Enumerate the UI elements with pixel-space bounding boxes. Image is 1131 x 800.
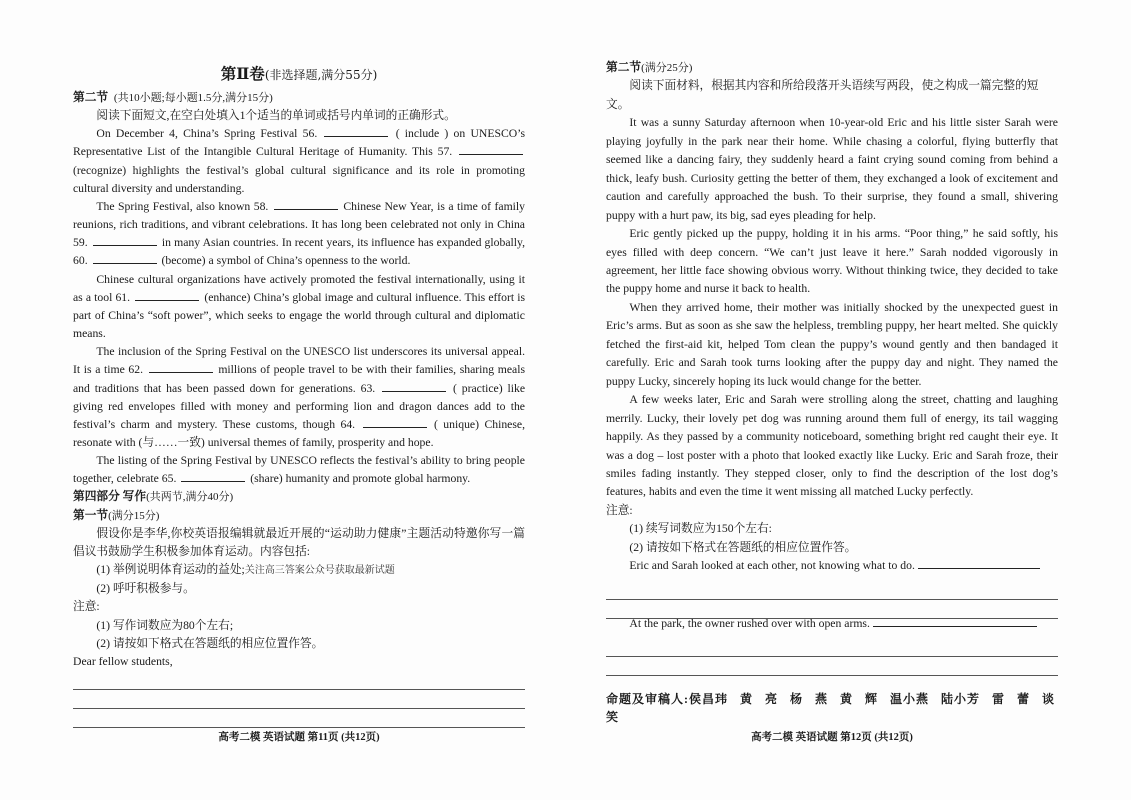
answer-blank [324, 125, 388, 137]
answer-blank [363, 416, 427, 428]
continuation-prompt-2: At the park, the owner rushed over with open arms. [606, 615, 1058, 633]
notice-item-2: (2) 请按如下格式在答题纸的相应位置作答。 [629, 540, 857, 554]
answer-line [73, 709, 525, 728]
story-paragraph: It was a sunny Saturday afternoon when 10-year-old Eric and his little sister Sarah were playing joyfully in the park near their home. While chasing a colorful, flying butterfly that seemed like a dancing fairy, they suddenly heard a faint crying sound coming from behind a thick, leafy bush. Curiosity getting the better of them, they exchanged a look of excitement and caution and carefully approached the bush. To their surprise, they found a small, shivering puppy with a hurt paw, its big, sad eyes pleading for help. [606, 116, 1058, 222]
cloze-paragraph [73, 125, 525, 198]
passage-text: (become) a symbol of China’s openness to the world. [161, 254, 411, 268]
notice-label: 注意: [73, 600, 100, 614]
instruction: 阅读下面短文,在空白处填入1个适当的单词或括号内单词的正确形式。 [96, 109, 456, 123]
passage-text: Chinese cultural organizations have actively promoted the festival internationally, using it as a tool 61. [73, 272, 525, 304]
notice-item-2: (2) 请按如下格式在答题纸的相应位置作答。 [96, 636, 324, 650]
answer-line [606, 637, 1058, 656]
prompt-item-2: (2) 呼吁积极参与。 [96, 582, 195, 596]
cloze-paragraph [73, 198, 525, 271]
instruction: 阅读下面材料，根据其内容和所给段落开头语续写两段，使之构成一篇完整的短文。 [606, 79, 1039, 111]
page-footer: 高考二模 英语试题 第12页 (共12页) [751, 732, 913, 743]
authors-line: 命题及审稿人:侯昌玮 黄 亮 杨 燕 黄 辉 温小燕 陆小芳 雷 蕾 谈 笑 [606, 691, 1055, 725]
passage-text: (enhance) China’s global image and cultural influence. This effort is part of China’s “soft power”, which seeks to engage the world through cultural and diplomatic means. [73, 290, 526, 341]
page-title: 第Ⅱ卷(非选择题,满分55分) [220, 64, 378, 83]
part4-heading: 第四部分 写作(共两节,满分40分) [73, 490, 234, 504]
answer-line [606, 657, 1058, 676]
passage-text: (share) humanity and promote global harmony. [250, 472, 471, 486]
cloze-paragraph [73, 343, 525, 452]
notice-item-1: (1) 写作词数应为80个左右; [96, 618, 234, 632]
passage-text: ( practice) like giving red envelopes filled with money and performing lion and dragon dances add to the festival’s charm and mystery. These customs, though 64. [73, 381, 526, 431]
notice-item-1: (1) 续写词数应为150个左右: [629, 522, 772, 536]
prompt-item-1: (1) 举例说明体育运动的益处;关注高三答案公众号获取最新试题 [96, 563, 395, 577]
passage-text: The Spring Festival, also known 58. [96, 199, 269, 213]
cloze-paragraph [73, 452, 525, 488]
answer-blank [149, 361, 213, 373]
answer-blank [274, 198, 338, 210]
answer-blank [181, 470, 245, 482]
passage-text: millions of people travel to be with their families, sharing meals and traditions that has been passed down for generations. 63. [73, 363, 526, 395]
answer-blank [93, 234, 157, 246]
answer-blank [93, 252, 157, 264]
passage-text: ( unique) Chinese, resonate with (与……一致) universal themes of family, prosperity and hope. [73, 417, 526, 449]
cloze-paragraph [73, 271, 525, 344]
passage-text: Chinese New Year, is a time of family reunions, rich traditions, and vibrant celebrations. It has long been celebrated not only in China 59. [73, 199, 526, 250]
notice-label: 注意: [606, 503, 633, 517]
section-heading: 第二节(满分25分) [606, 61, 693, 74]
page-footer: 高考二模 英语试题 第11页 (共12页) [218, 732, 380, 743]
watermark-note: 关注高三答案公众号获取最新试题 [244, 565, 395, 577]
answer-blank [459, 143, 523, 155]
passage-text: in many Asian countries. In recent years, its influence has expanded globally, 60. [73, 236, 526, 268]
answer-line [73, 690, 525, 709]
continuation-prompt-1: Eric and Sarah looked at each other, not knowing what to do. [606, 557, 1058, 575]
passage-text: ( include ) on UNESCO’s Representative List of the Intangible Cultural Heritage of Humanity. This 57. [73, 127, 525, 159]
left-page [73, 89, 525, 728]
cloze-passage [73, 125, 525, 488]
writing-prompt: 假设你是李华,你校英语报编辑就最近开展的“运动助力健康”主题活动特邀你写一篇倡议书鼓励学生积极参加体育运动。内容包括: [73, 526, 525, 558]
story-paragraph: A few weeks later, Eric and Sarah were strolling along the street, chatting and laughing merrily. Lucky, their lovely pet dog was running around them full of energy, its tail wagging happily. As they passed by a community noticeboard, something bright red caught their eye. It was a dog – lost poster with a photo that looked exactly like Lucky. Eric and Sarah froze, their smiles fading instantly. They stepped closer, only to find the description of the lost dog’s features, habits and even the time it went missing all matched Lucky perfectly. [606, 393, 1058, 499]
story-paragraph: When they arrived home, their mother was initially shocked by the unexpected guest in Eric’s arms. But as soon as she saw the helpless, trembling puppy, her heart melted. She quickly fetched the first-aid kit, helped Tom clean the puppy’s wound gently and then bandaged it carefully. Eric and Sarah took turns looking after the puppy day and night. They named the puppy Lucky, sincerely hoping its luck would change for the better. [606, 300, 1058, 388]
story-paragraph: Eric gently picked up the puppy, holding it in his arms. “Poor thing,” he said softly, his eyes filled with deep concern. “We can’t just leave it here.” Sarah nodded vigorously in agreement, her little face showing obvious worry. Without thinking twice, they decided to take the puppy home and nurse it back to health. [606, 227, 1058, 296]
passage-text: The inclusion of the Spring Festival on the UNESCO list underscores its universal appeal. It is a time 62. [73, 345, 525, 377]
passage-text: On December 4, China’s Spring Festival 56. [96, 127, 318, 141]
section-heading: 第二节 (共10小题;每小题1.5分,满分15分) [73, 91, 273, 104]
answer-line [73, 671, 525, 690]
sec1-heading: 第一节(满分15分) [73, 508, 160, 522]
answer-line [606, 581, 1058, 600]
answer-blank [135, 289, 199, 301]
passage-text: The listing of the Spring Festival by UNESCO reflects the festival’s ability to bring people together, celebrate 65. [73, 454, 525, 486]
passage-text: (recognize) highlights the festival’s global cultural significance and its role in promoting cultural diversity and understanding. [73, 163, 525, 195]
right-page [606, 59, 1058, 727]
answer-blank [382, 380, 446, 392]
salutation: Dear fellow students, [73, 654, 173, 668]
